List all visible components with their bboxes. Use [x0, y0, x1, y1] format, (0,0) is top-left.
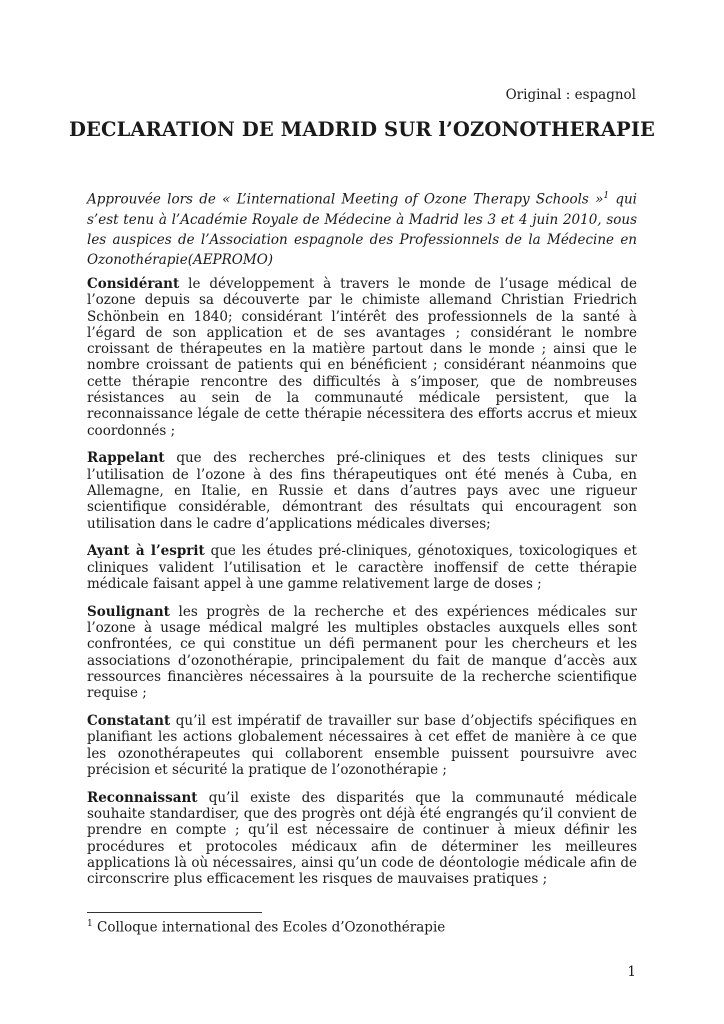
paragraph-lead: Considérant: [87, 276, 180, 292]
paragraph-text: que des recherches pré-cliniques et des tests cliniques sur l’utilisation de l’ozone à des fins thérapeutiques ont été menés à Cuba, en Allemagne, en Italie, en Russie et dans d’autres pays avec une rigueur scientifique considérable, démontrant des résultats qui encouragent son utilisation dans le cadre d’applications médicales diverses;: [87, 450, 637, 532]
footnote-reference[interactable]: 1: [603, 191, 610, 201]
paragraph-text: qu’il existe des disparités que la communauté médicale souhaite standardiser, que des progrès ont déjà été engrangés qu’il convient de prendre en compte ; qu’il est nécessaire de continuer à mieux définir les procédures et protocoles médicaux afin de déterminer les meilleures applications là où nécessaires, ainsi qu’un code de déontologie médicale afin de circonscrire plus efficacement les risques de mauvaises pratiques ;: [87, 789, 637, 888]
page-number: 1: [627, 964, 636, 980]
paragraph-ayant-a-l-esprit: [87, 543, 637, 592]
paragraph-soulignant: [87, 604, 637, 702]
original-language-note: Original : espagnol: [505, 87, 636, 103]
paragraph-reconnaissant: [87, 790, 637, 888]
declaration-body: [87, 276, 637, 899]
footnote-divider: [87, 912, 262, 913]
paragraph-lead: Ayant à l’esprit: [87, 543, 205, 560]
paragraph-text: les progrès de la recherche et des expériences médicales sur l’ozone à usage médical malgré les multiples obstacles auxquels elles sont confrontées, ce qui constitue un défi permanent pour les chercheurs et les associations d’ozonothérapie, principalement du fait de manque d’accès aux ressources financières nécessaires à la poursuite de la recherche scientifique requise ;: [87, 603, 637, 702]
paragraph-lead: Rappelant: [87, 450, 165, 467]
paragraph-text: qu’il est impératif de travailler sur base d’objectifs spécifiques en planifiant les actions globalement nécessaires à cet effet de manière à ce que les ozonothérapeutes qui collaborent ensemble puissent poursuivre avec précision et sécurité la pratique de l’ozonothérapie ;: [87, 713, 637, 779]
paragraph-text: le développement à travers le monde de l’usage médical de l’ozone depuis sa découverte par le chimiste allemand Christian Friedrich Schönbein en 1840; considérant l’intérêt des professionnels de la santé à l’égard de son application et de ses avantages ; considérant le nombre croissant de thérapeutes en la matière partout dans le monde ; ainsi que le nombre croissant de patients qui en bénéficient ; considérant néanmoins que cette thérapie rencontre des difficultés à s’imposer, que de nombreuses résistances au sein de la communauté médicale persistent, que la reconnaissance légale de cette thérapie nécessitera des efforts accrus et mieux coordonnés ;: [87, 276, 637, 439]
footnote-text: Colloque international des Ecoles d’Ozonothérapie: [92, 919, 446, 936]
approval-text-before: Approuvée lors de « L’international Meeting of Ozone Therapy Schools »: [87, 191, 604, 208]
paragraph-text: que les études pré-cliniques, génotoxiques, toxicologiques et cliniques valident l’utilisation et le caractère inoffensif de cette thérapie médicale faisant appel à une gamme relativement large de doses ;: [87, 543, 637, 593]
footnote-mark: 1: [87, 919, 93, 929]
paragraph-lead: Soulignant: [87, 603, 170, 620]
paragraph-constatant: [87, 713, 637, 778]
footnote: [87, 919, 445, 936]
approval-text-after: qui s’est tenu à l’Académie Royale de Médecine à Madrid les 3 et 4 juin 2010, sous les auspices de l’Association espagnole des Professionnels de la Médecine en Ozonothérapie(AEPROMO): [87, 191, 637, 268]
paragraph-lead: Constatant: [87, 713, 171, 730]
paragraph-considerant: [87, 276, 637, 439]
approval-statement: [87, 186, 637, 270]
document-title: DECLARATION DE MADRID SUR l’OZONOTHERAPIE: [68, 118, 656, 141]
paragraph-rappelant: [87, 450, 637, 531]
paragraph-lead: Reconnaissant: [87, 789, 198, 806]
